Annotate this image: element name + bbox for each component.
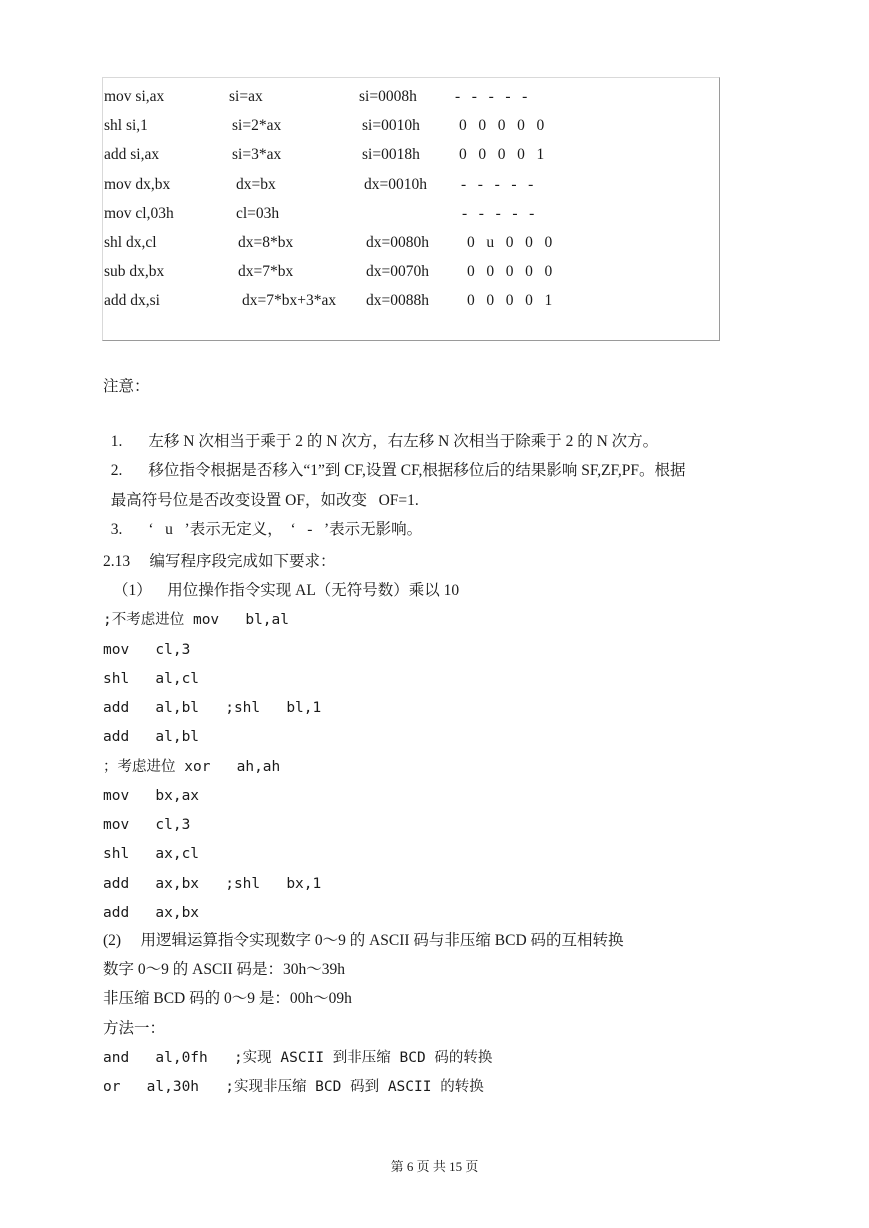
instruction-table — [102, 77, 720, 341]
table-row — [103, 117, 545, 141]
table-row — [103, 292, 553, 316]
code-line: and al,0fh ;实现 ASCII 到非压缩 BCD 码的转换 — [103, 1050, 493, 1066]
cell-result: dx=0080h — [366, 234, 429, 251]
subsection-1-title: （1） 用位操作指令实现 AL（无符号数）乘以 10 — [113, 582, 460, 599]
table-row — [103, 234, 553, 258]
cell-instruction: mov dx,bx — [104, 176, 171, 193]
cell-instruction: mov cl,03h — [104, 205, 174, 222]
cell-instruction: shl dx,cl — [104, 234, 157, 251]
cell-instruction: shl si,1 — [104, 117, 148, 134]
note-number: 2. — [110, 462, 123, 479]
table-row — [103, 88, 528, 112]
note-item — [103, 491, 423, 538]
code-line: or al,30h ;实现非压缩 BCD 码到 ASCII 的转换 — [103, 1079, 484, 1095]
cell-result: dx=0070h — [366, 263, 429, 280]
note-number: 1. — [110, 433, 123, 450]
code-line: mov cl,3 — [103, 642, 191, 658]
cell-expression: si=ax — [229, 88, 263, 105]
cell-flags: 0 0 0 0 1 — [467, 292, 553, 309]
cell-instruction: sub dx,bx — [104, 263, 165, 280]
code-line: add ax,bx — [103, 905, 200, 921]
cell-instruction: add dx,si — [104, 292, 160, 309]
cell-result: dx=0010h — [364, 176, 427, 193]
section-title: 2.13 编写程序段完成如下要求： — [103, 553, 336, 570]
code-line: mov bx,ax — [103, 788, 200, 804]
table-row — [103, 205, 535, 229]
cell-expression: dx=8*bx — [238, 234, 294, 251]
page-footer: 第 6 页 共 15 页 — [390, 1159, 479, 1174]
note-text: ‘ u ’表示无定义， ‘ - ’表示无影响。 — [148, 521, 423, 538]
table-row — [103, 146, 545, 170]
cell-result: si=0008h — [359, 88, 417, 105]
method-heading: 方法一： — [103, 1020, 166, 1037]
note-number: 3. — [110, 521, 123, 538]
cell-instruction: mov si,ax — [104, 88, 165, 105]
note-text: 移位指令根据是否移入“1”到 CF,设置 CF,根据移位后的结果影响 SF,ZF,PF。根据 — [148, 462, 686, 479]
table-row — [103, 263, 553, 287]
code-line: shl ax,cl — [103, 846, 200, 862]
cell-result: si=0010h — [362, 117, 420, 134]
notes-heading: 注意： — [103, 378, 150, 395]
note-item — [103, 403, 659, 450]
cell-result: dx=0088h — [366, 292, 429, 309]
cell-instruction: add si,ax — [104, 146, 160, 163]
code-line: add al,bl ;shl bl,1 — [103, 700, 322, 716]
cell-flags: 0 0 0 0 0 — [467, 263, 553, 280]
table-row — [103, 176, 534, 200]
cell-expression: cl=03h — [236, 205, 280, 222]
note-item — [103, 432, 686, 479]
cell-expression: dx=bx — [236, 176, 276, 193]
code-line: ；考虑进位 xor ah,ah — [103, 759, 281, 775]
note-item-continued — [103, 462, 419, 509]
cell-flags: 0 u 0 0 0 — [467, 234, 553, 251]
cell-expression: si=2*ax — [232, 117, 282, 134]
code-line: add al,bl — [103, 729, 200, 745]
cell-flags: - - - - - — [462, 205, 535, 222]
note-text: 左移 N 次相当于乘于 2 的 N 次方，右左移 N 次相当于除乘于 2 的 N 次方。 — [148, 433, 659, 450]
cell-expression: dx=7*bx+3*ax — [242, 292, 337, 309]
note-text: 最高符号位是否改变设置 OF，如改变 OF=1. — [110, 492, 419, 509]
ascii-range-line: 数字 0～9 的 ASCII 码是：30h～39h — [103, 961, 345, 978]
code-line: ;不考虑进位 mov bl,al — [103, 612, 289, 628]
code-line: add ax,bx ;shl bx,1 — [103, 876, 322, 892]
cell-flags: - - - - - — [455, 88, 528, 105]
cell-flags: 0 0 0 0 0 — [459, 117, 545, 134]
cell-expression: dx=7*bx — [238, 263, 294, 280]
bcd-range-line: 非压缩 BCD 码的 0～9 是：00h～09h — [103, 990, 352, 1007]
cell-expression: si=3*ax — [232, 146, 282, 163]
code-line: shl al,cl — [103, 671, 200, 687]
cell-result: si=0018h — [362, 146, 420, 163]
cell-flags: 0 0 0 0 1 — [459, 146, 545, 163]
code-line: mov cl,3 — [103, 817, 191, 833]
cell-flags: - - - - - — [461, 176, 534, 193]
subsection-2-title: (2) 用逻辑运算指令实现数字 0～9 的 ASCII 码与非压缩 BCD 码的互相转换 — [103, 932, 624, 949]
